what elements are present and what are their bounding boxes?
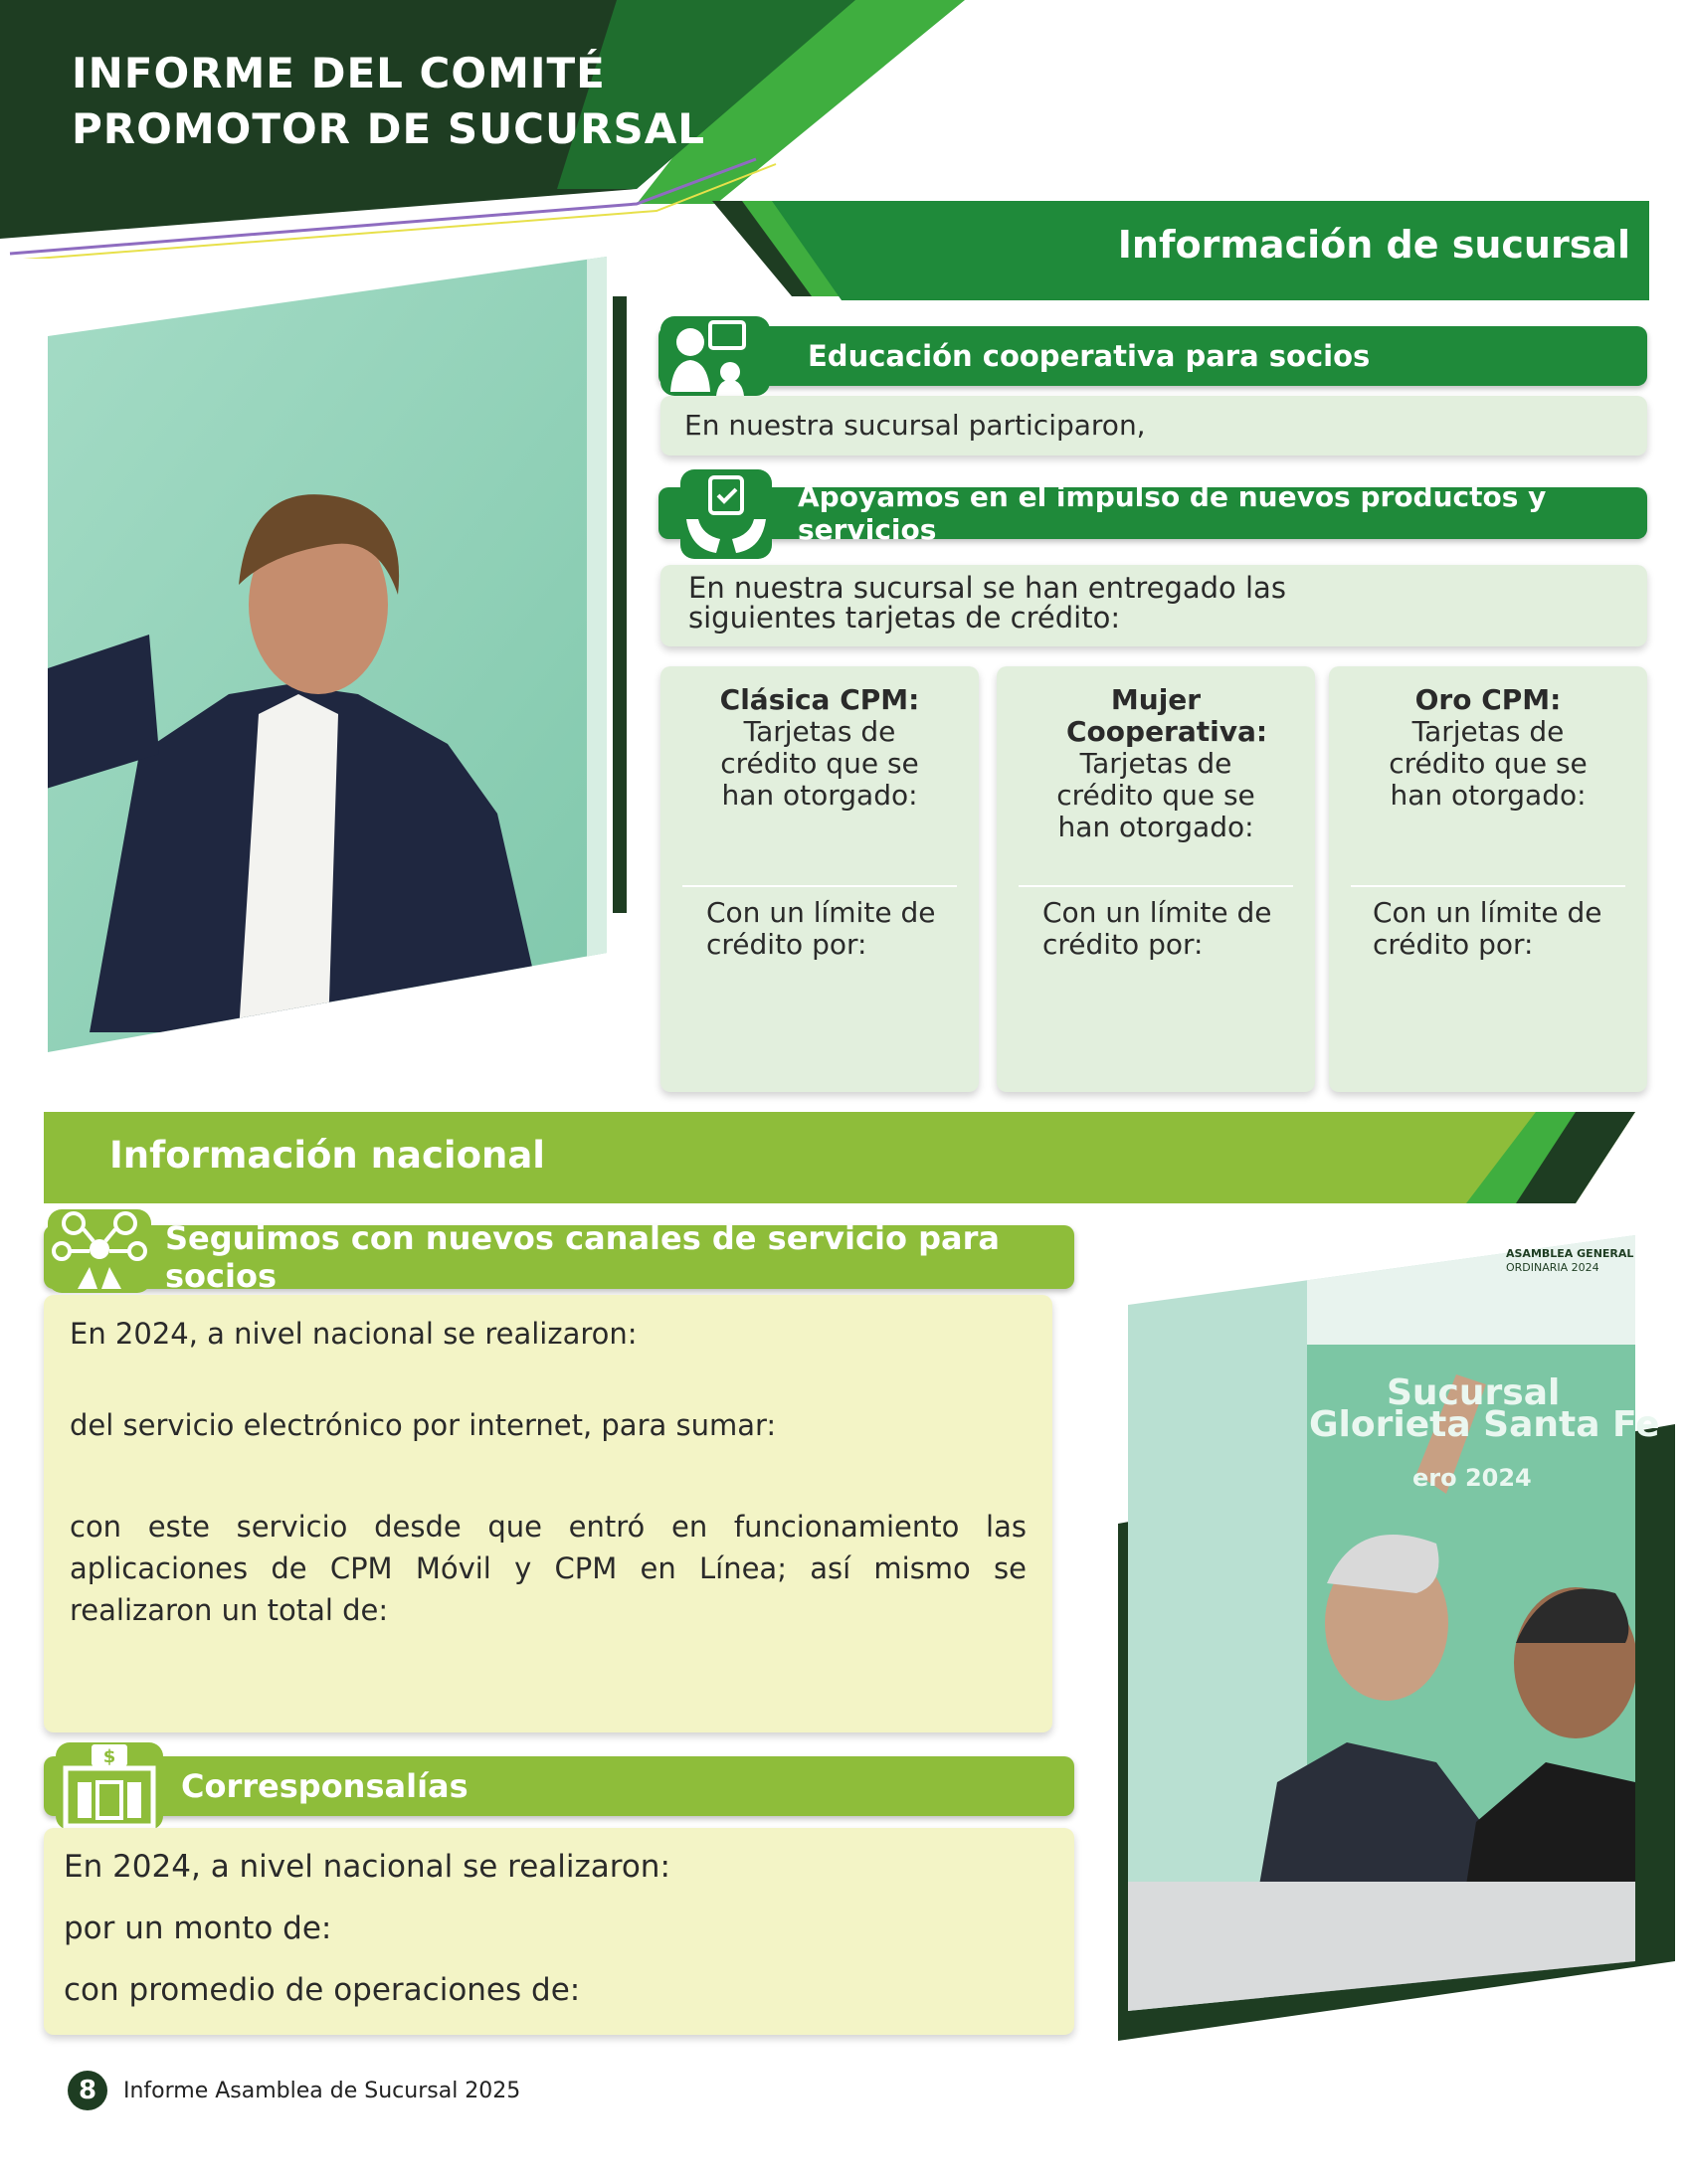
channels-line3: con este servicio desde que entró en funcionamiento las aplicaciones de CPM Móvil y CPM en Línea; así mismo se realizaron un total de: bbox=[70, 1510, 1027, 1627]
banner-title1: Sucursal bbox=[1387, 1372, 1561, 1413]
correspondents-line3: con promedio de operaciones de: bbox=[64, 1972, 581, 2008]
hand-heart-icon bbox=[680, 469, 772, 559]
banner-date: ero 2024 bbox=[1412, 1464, 1532, 1492]
channels-title: Seguimos con nuevos canales de servicio para socios bbox=[165, 1219, 1000, 1295]
education-title-bar bbox=[658, 326, 1647, 386]
card-classic-limit: Con un límite de crédito por: bbox=[706, 896, 936, 961]
page-title bbox=[72, 46, 705, 157]
products-text-line1: En nuestra sucursal se han entregado las bbox=[688, 571, 1286, 605]
banner-title2: Glorieta Santa Fe bbox=[1309, 1404, 1660, 1445]
education-text: En nuestra sucursal participaron, bbox=[684, 409, 1146, 442]
card-oro-desc: Tarjetas de crédito que se han otorgado: bbox=[1389, 715, 1588, 812]
education-icon bbox=[660, 316, 770, 396]
card-mujer-desc: Tarjetas de crédito que se han otorgado: bbox=[1056, 747, 1255, 843]
channels-title-bar bbox=[44, 1219, 1074, 1295]
speaker-photo bbox=[30, 257, 627, 1058]
channels-box bbox=[44, 1295, 1052, 1732]
card-classic bbox=[660, 666, 979, 1092]
card-mujer-divider bbox=[1019, 885, 1293, 887]
card-classic-name: Clásica CPM: bbox=[719, 683, 920, 716]
card-oro-name: Oro CPM: bbox=[1414, 683, 1562, 716]
page-title-line2: PROMOTOR DE SUCURSAL bbox=[72, 104, 705, 153]
correspondents-line2: por un monto de: bbox=[64, 1911, 332, 1946]
channels-line1: En 2024, a nivel nacional se realizaron: bbox=[70, 1317, 638, 1351]
footer-text: Informe Asamblea de Sucursal 2025 bbox=[123, 2079, 521, 2103]
page-number: 8 bbox=[68, 2071, 107, 2110]
page-title-line1: INFORME DEL COMITÉ bbox=[72, 49, 606, 97]
correspondents-title: Corresponsalías bbox=[181, 1767, 469, 1805]
products-title: Apoyamos en el impulso de nuevos productos y servicios bbox=[798, 480, 1547, 546]
channels-line2: del servicio electrónico por internet, para sumar: bbox=[70, 1408, 777, 1442]
education-title: Educación cooperativa para socios bbox=[808, 339, 1371, 373]
assembly-photo bbox=[1118, 1225, 1675, 2041]
correspondents-line1: En 2024, a nivel nacional se realizaron: bbox=[64, 1849, 670, 1885]
national-section-title: Información nacional bbox=[109, 1134, 545, 1177]
banner-line1: ASAMBLEA GENERAL bbox=[1506, 1247, 1634, 1260]
bank-building-icon bbox=[56, 1742, 163, 1830]
card-mujer bbox=[997, 666, 1315, 1092]
card-classic-desc: Tarjetas de crédito que se han otorgado: bbox=[720, 715, 919, 812]
card-classic-divider bbox=[682, 885, 957, 887]
card-oro-divider bbox=[1351, 885, 1625, 887]
products-text-line2: siguientes tarjetas de crédito: bbox=[688, 601, 1121, 635]
correspondents-title-bar bbox=[44, 1756, 1074, 1816]
products-box bbox=[660, 565, 1647, 646]
card-oro bbox=[1329, 666, 1647, 1092]
branch-section-title: Información de sucursal bbox=[1117, 223, 1630, 267]
card-oro-limit: Con un límite de crédito por: bbox=[1373, 896, 1602, 961]
card-mujer-limit: Con un límite de crédito por: bbox=[1042, 896, 1272, 961]
products-title-bar bbox=[658, 480, 1647, 546]
education-box bbox=[660, 396, 1647, 455]
card-mujer-name: Mujer Cooperativa: bbox=[1066, 683, 1268, 748]
banner-line2: ORDINARIA 2024 bbox=[1506, 1261, 1599, 1274]
svg-text:$: $ bbox=[102, 1746, 116, 1767]
correspondents-box bbox=[44, 1828, 1074, 2035]
network-icon bbox=[48, 1209, 151, 1293]
